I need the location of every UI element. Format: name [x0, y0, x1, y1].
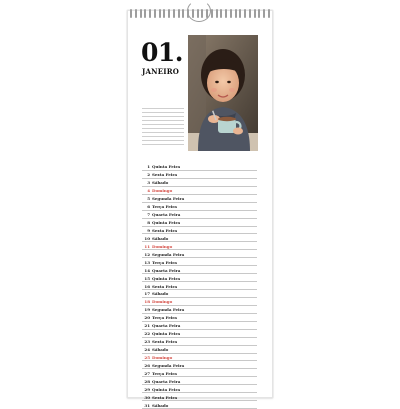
day-row [142, 401, 257, 409]
spiral-loop [187, 9, 189, 18]
spiral-loop [268, 9, 270, 18]
spiral-loop [192, 9, 194, 18]
day-row [142, 346, 257, 354]
weekday-label: Segunda Feira [152, 362, 185, 368]
day-number: 26 [144, 362, 150, 368]
month-photo [188, 35, 258, 151]
weekday-label: Quarta Feira [152, 378, 181, 384]
day-number: 21 [144, 323, 150, 329]
day-number: 15 [144, 275, 150, 281]
day-row [142, 211, 257, 219]
day-row [142, 179, 257, 187]
day-list [142, 163, 257, 409]
weekday-label: Sexta Feira [152, 339, 178, 345]
day-row [142, 369, 257, 377]
day-row [142, 234, 257, 242]
spiral-loop [173, 9, 175, 18]
day-row [142, 306, 257, 314]
spiral-loop [168, 9, 170, 18]
day-number: 7 [147, 212, 150, 218]
day-row [142, 258, 257, 266]
day-number: 10 [144, 235, 150, 241]
spiral-loop [163, 9, 165, 18]
spiral-loop [178, 9, 180, 18]
weekday-label: Quinta Feira [152, 164, 181, 170]
spiral-loop [135, 9, 137, 18]
day-number: 11 [144, 243, 150, 249]
day-row [142, 171, 257, 179]
day-row [142, 282, 257, 290]
day-row [142, 290, 257, 298]
day-row [142, 274, 257, 282]
day-number: 6 [147, 204, 150, 210]
weekday-label: Segunda Feira [152, 196, 185, 202]
day-number: 20 [144, 315, 150, 321]
spiral-loop [211, 9, 213, 18]
weekday-label: Sexta Feira [152, 172, 178, 178]
day-number: 3 [147, 180, 150, 186]
day-number: 24 [144, 347, 150, 352]
day-row [142, 195, 257, 203]
day-number: 2 [147, 172, 150, 178]
spiral-loop [159, 9, 161, 18]
weekday-label: Terça Feira [152, 204, 177, 210]
weekday-label: Quarta Feira [152, 212, 181, 218]
spiral-loop [144, 9, 146, 18]
weekday-label: Domingo [152, 299, 173, 305]
day-number: 9 [147, 227, 150, 233]
weekday-label: Sábado [152, 235, 169, 241]
day-row [142, 385, 257, 393]
day-row [142, 250, 257, 258]
day-row [142, 227, 257, 235]
day-number: 8 [147, 220, 150, 225]
spiral-binding [130, 9, 270, 18]
weekday-label: Quinta Feira [152, 275, 181, 281]
spiral-loop [149, 9, 151, 18]
day-row [142, 330, 257, 338]
day-row [142, 203, 257, 211]
day-row [142, 314, 257, 322]
weekday-label: Terça Feira [152, 370, 177, 376]
weekday-label: Sábado [152, 291, 169, 297]
day-number: 14 [144, 267, 150, 273]
weekday-label: Sábado [152, 402, 169, 408]
weekday-label: Sexta Feira [152, 394, 178, 400]
day-number: 16 [144, 283, 150, 289]
spiral-loop [201, 9, 203, 18]
notes-lines [142, 108, 184, 148]
weekday-label: Quarta Feira [152, 323, 181, 329]
day-row [142, 354, 257, 362]
day-row [142, 322, 257, 330]
day-number: 18 [144, 299, 150, 305]
day-number: 28 [144, 378, 150, 384]
spiral-loop [263, 9, 265, 18]
spiral-loop [244, 9, 246, 18]
spiral-loop [206, 9, 208, 18]
day-row [142, 266, 257, 274]
month-name: JANEIRO [142, 67, 180, 76]
spiral-loop [254, 9, 256, 18]
day-row [142, 338, 257, 346]
spiral-loop [258, 9, 260, 18]
weekday-label: Segunda Feira [152, 307, 185, 313]
day-number: 27 [144, 370, 150, 376]
spiral-loop [130, 9, 132, 18]
spiral-loop [182, 9, 184, 18]
spiral-loop [140, 9, 142, 18]
weekday-label: Quarta Feira [152, 267, 181, 273]
day-number: 19 [144, 307, 150, 313]
weekday-label: Terça Feira [152, 315, 177, 321]
girl-drinking-cocoa-photo [188, 35, 258, 151]
spiral-loop [216, 9, 218, 18]
day-number: 1 [147, 164, 150, 170]
day-number: 12 [144, 251, 150, 257]
day-number: 4 [147, 188, 150, 194]
day-number: 13 [144, 259, 150, 265]
day-row [142, 242, 257, 250]
day-number: 30 [144, 394, 150, 400]
weekday-label: Terça Feira [152, 259, 177, 265]
month-number: 01. [141, 38, 183, 67]
spiral-loop [225, 9, 227, 18]
day-row [142, 361, 257, 369]
weekday-label: Quinta Feira [152, 331, 181, 337]
spiral-loop [220, 9, 222, 18]
weekday-label: Sexta Feira [152, 227, 178, 233]
day-number: 23 [144, 339, 150, 345]
day-number: 29 [144, 386, 150, 392]
day-row [142, 377, 257, 385]
weekday-label: Quinta Feira [152, 386, 181, 392]
spiral-loop [249, 9, 251, 18]
day-number: 31 [144, 402, 150, 408]
weekday-label: Domingo [152, 354, 173, 360]
day-number: 17 [144, 291, 150, 297]
day-number: 25 [144, 354, 150, 360]
weekday-label: Sexta Feira [152, 283, 178, 289]
weekday-label: Sábado [152, 347, 169, 352]
weekday-label: Segunda Feira [152, 251, 185, 257]
weekday-label: Domingo [152, 243, 173, 249]
day-row [142, 187, 257, 195]
spiral-loop [235, 9, 237, 18]
spiral-loop [230, 9, 232, 18]
spiral-loop [239, 9, 241, 18]
day-number: 22 [144, 331, 150, 337]
day-number: 5 [147, 196, 150, 202]
weekday-label: Domingo [152, 188, 173, 194]
day-row [142, 219, 257, 227]
weekday-label: Sábado [152, 180, 169, 186]
weekday-label: Quinta Feira [152, 220, 181, 225]
spiral-loop [197, 9, 199, 18]
day-row [142, 298, 257, 306]
day-row [142, 163, 257, 171]
spiral-loop [154, 9, 156, 18]
